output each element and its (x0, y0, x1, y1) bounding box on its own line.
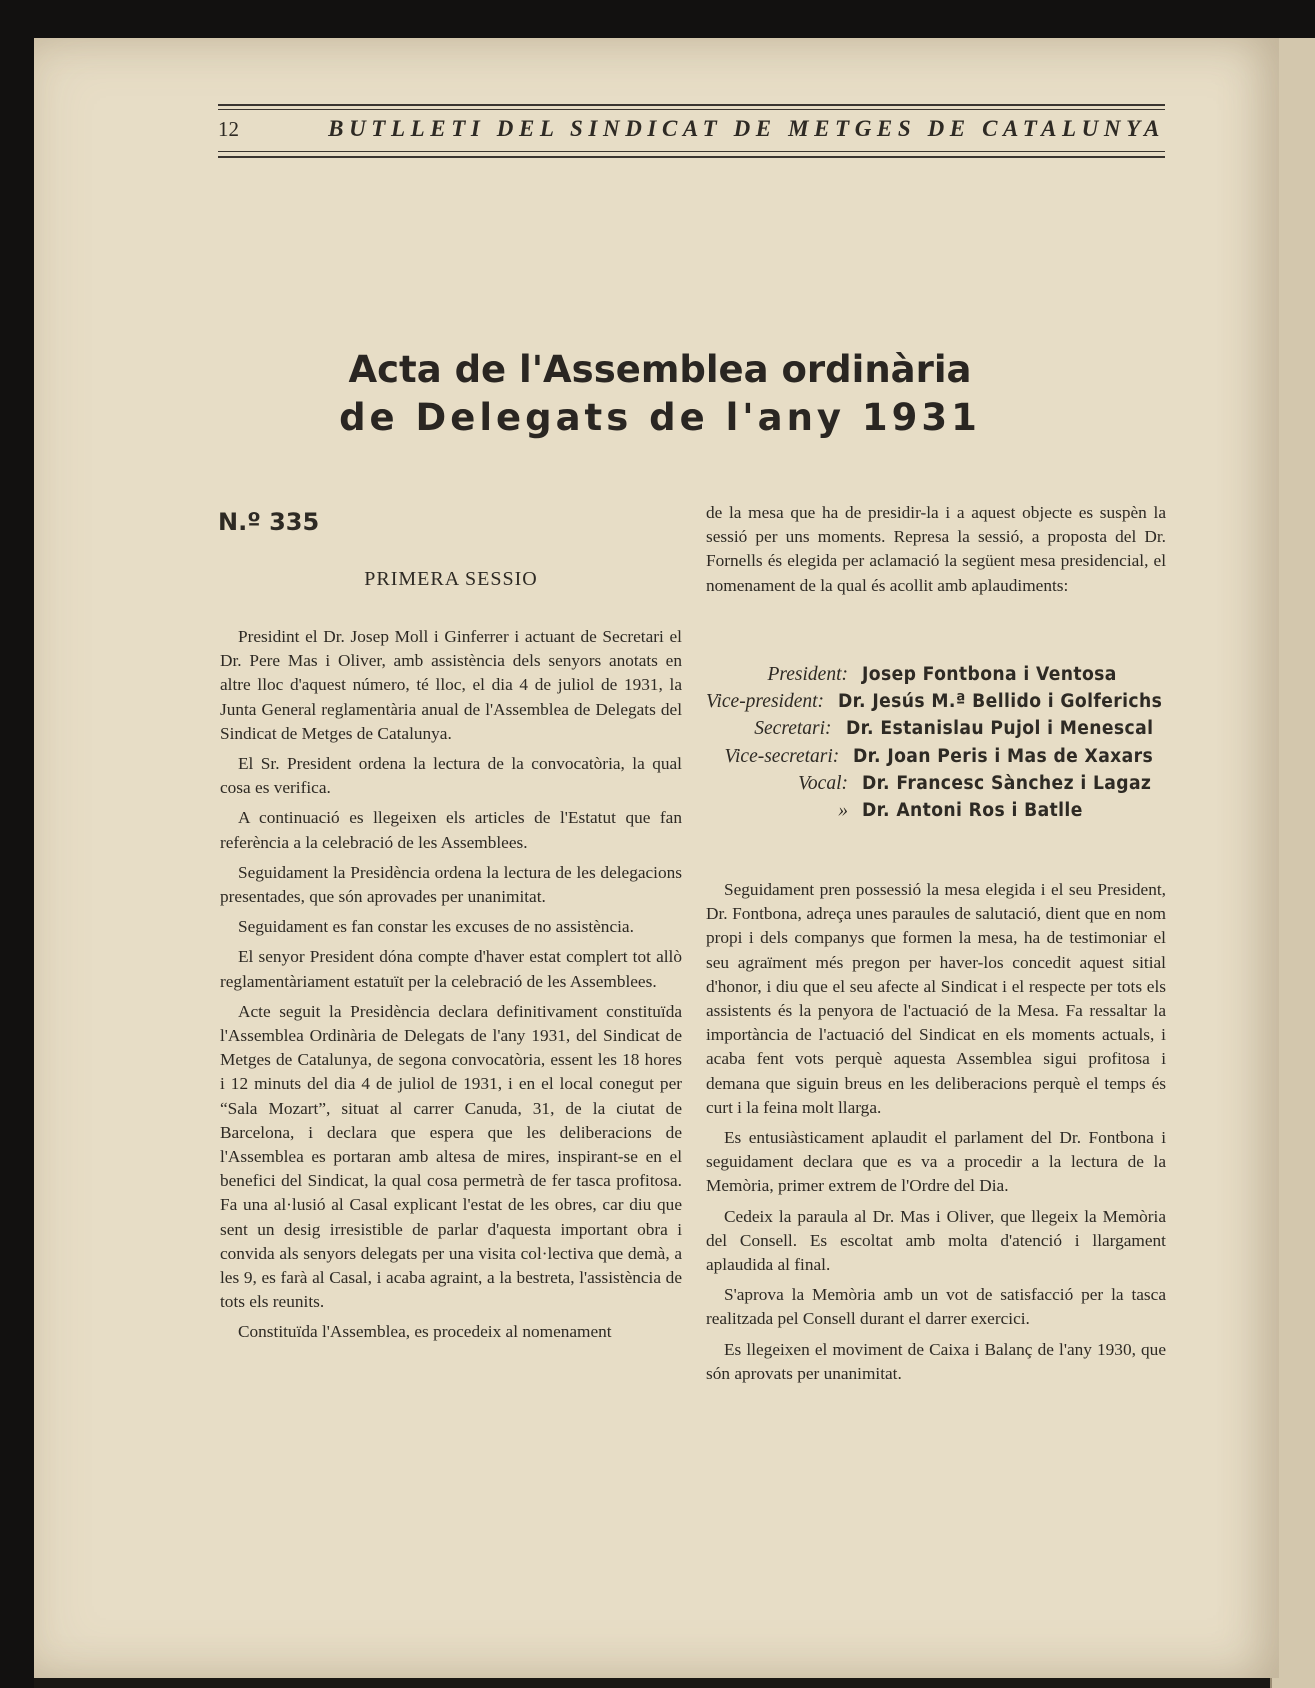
paragraph: Acte seguit la Presidència declara definitivament constituïda l'Assemblea Ordinària de Delegats de l'any 1931, del Sindicat de Metges de Catalunya, de segona convocatòria, essent les 18 hores i 12 minuts del dia 4 de juliol de 1931, i en el local conegut per “Sala Mozart”, situat al carrer Canuda, 31, de la ciutat de Barcelona, i declara que espera que les deliberacions de l'Assemblea es portaran amb altesa de mires, inspirant-se en el benefici del Sindicat, la qual cosa permetrà de fer tasca profitosa. Fa una al·lusió al Casal explicant l'estat de les obres, car diu que sent un desig irresistible de parlar d'aquesta important obra i convida als senyors delegats per una visita col·lectiva que demà, a les 9, es farà al Casal, i acaba agraint, a la bestreta, l'assistència de tots els reunits. (220, 1001, 682, 1312)
board-name: Dr. Antoni Ros i Batlle (862, 799, 1083, 821)
scan-background-left (0, 0, 34, 1688)
paragraph: S'aprova la Memòria amb un vot de satisfacció per la tasca realitzada pel Consell durant el darrer exercici. (706, 1285, 1166, 1329)
paragraph: Es entusiàsticament aplaudit el parlament del Dr. Fontbona i seguidament declara que es va a procedir a la lectura de la Memòria, primer extrem de l'Ordre del Dia. (706, 1128, 1166, 1196)
running-title: BUTLLETI DEL SINDICAT DE METGES DE CATALUNYA (328, 116, 1165, 141)
paragraph: Es llegeixen el moviment de Caixa i Balanç de l'any 1930, que són aprovats per unanimitat. (706, 1339, 1166, 1383)
board-row (706, 718, 1176, 745)
board-row (706, 773, 1176, 800)
board-role: » (838, 799, 848, 821)
title-line-1: Acta de l'Assemblea ordinària (348, 348, 972, 391)
page-number: 12 (218, 117, 239, 141)
left-column (220, 625, 682, 1345)
board-name: Dr. Jesús M.ª Bellido i Golferichs (838, 691, 1163, 713)
header-rule-bottom-thin (218, 151, 1165, 152)
paragraph: A continuació es llegeixen els articles de l'Estatut que fan referència a la celebració de les Assemblees. (220, 808, 682, 852)
paragraph: Cedeix la paraula al Dr. Mas i Oliver, que llegeix la Memòria del Consell. Es escoltat amb molta d'atenció i llargament aplaudida al final. (706, 1206, 1166, 1275)
header-rule-bottom (218, 156, 1165, 158)
board-role: Secretari: (754, 718, 832, 740)
board-row (706, 800, 1176, 827)
paragraph: Presidint el Dr. Josep Moll i Ginferrer i actuant de Secretari el Dr. Pere Mas i Oliver, amb assistència dels senyors anotats en altre lloc d'aquest número, té lloc, el dia 4 de juliol de 1931, la Junta General reglamentària anual de l'Assemblea de Delegats del Sindicat de Metges de Catalunya. (220, 627, 682, 743)
board-name: Dr. Francesc Sànchez i Lagaz (862, 772, 1152, 794)
board-name: Josep Fontbona i Ventosa (862, 664, 1117, 685)
header-rule-top (218, 104, 1165, 106)
board-row (706, 746, 1176, 773)
session-heading: PRIMERA SESSIO (364, 568, 538, 590)
board-row (706, 691, 1176, 718)
paragraph: de la mesa que ha de presidir-la i a aquest objecte es suspèn la sessió per uns moments. Represa la sessió, a proposta del Dr. Fornells és elegida per aclamació la següent mesa presidencial, el nomenament de la qual és acollit amb aplaudiments: (706, 503, 1166, 595)
article-title (300, 346, 1020, 442)
right-column-bottom (706, 878, 1166, 1392)
right-column-top (706, 501, 1166, 604)
paragraph: El senyor President dóna compte d'haver estat complert tot allò reglamentàriament estatuït per la celebració de les Assemblees. (220, 947, 682, 991)
issue-number: N.º 335 (218, 508, 320, 536)
board-role: Vocal: (798, 772, 848, 794)
header-row (218, 116, 1165, 146)
header-rule-top-thin (218, 109, 1165, 110)
board-role: Vice-president: (706, 691, 825, 713)
board-name: Dr. Estanislau Pujol i Menescal (845, 718, 1153, 740)
board-role: Vice-secretari: (724, 745, 840, 767)
paragraph: Seguidament pren possessió la mesa elegida i el seu President, Dr. Fontbona, adreça unes paraules de salutació, dient que en nom propi i dels companys que formen la mesa, ha de testimoniar el seu agraïment més pregon per haver-los concedit aquest sitial d'honor, i diu que el seu afecte al Sindicat i el respecte per tots els assistents és la penyora de l'actuació de la Mesa. Fa ressaltar la importància de l'actuació del Sindicat en els moments actuals, i acaba fent vots perquè aquesta Assemblea sigui profitosa i demana que siguin breus en les deliberacions perquè el temps és curt i la feina molt llarga. (706, 880, 1166, 1117)
paragraph: Seguidament la Presidència ordena la lectura de les delegacions presentades, que són aprovades per unanimitat. (220, 862, 682, 907)
paragraph: El Sr. President ordena la lectura de la convocatòria, la qual cosa es verifica. (220, 754, 682, 798)
paragraph: Seguidament es fan constar les excuses de no assistència. (238, 917, 634, 937)
board-row (706, 664, 1176, 691)
board-list (706, 664, 1176, 827)
board-name: Dr. Joan Peris i Mas de Xaxars (853, 745, 1154, 767)
paragraph: Constituïda l'Assemblea, es procedeix al nomenament (238, 1322, 612, 1342)
title-line-2: de Delegats de l'any 1931 (339, 396, 981, 439)
board-role: President: (767, 664, 848, 685)
scan-background-top (0, 0, 1315, 38)
